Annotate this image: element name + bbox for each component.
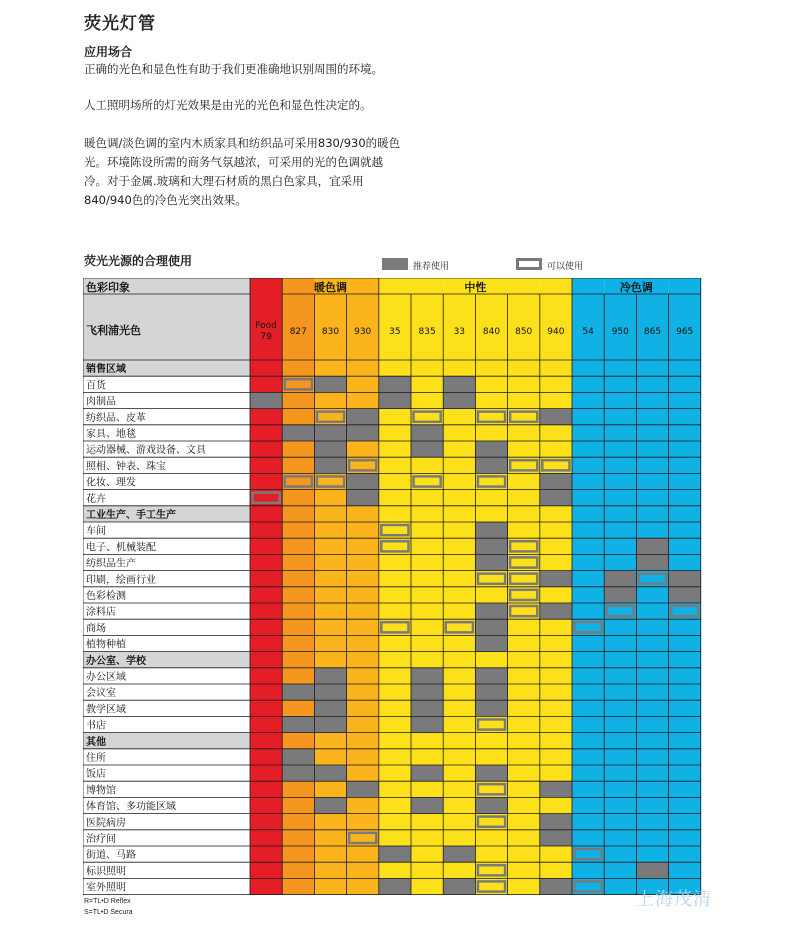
cell-recommended — [443, 846, 475, 862]
row-label: 室外照明 — [86, 882, 126, 894]
paragraph-2: 人工照明场所的灯光效果是由光的光色和显色性决定的。 — [84, 98, 372, 112]
paragraph-1: 正确的光色和显色性有助于我们更准确地识别周围的环境。 — [84, 62, 383, 76]
cell-recommended — [411, 441, 443, 457]
cell-recommended — [636, 538, 668, 554]
row-label: 纺织品生产 — [86, 558, 136, 570]
row-label: 植物种植 — [86, 639, 126, 651]
column-bg — [443, 278, 475, 895]
row-label: 街道、马路 — [86, 850, 136, 862]
cell-recommended — [411, 668, 443, 684]
cell-recommended — [540, 409, 572, 425]
cell-recommended — [475, 619, 507, 635]
column-bg — [508, 278, 540, 895]
cell-recommended — [669, 587, 701, 603]
cell-recommended — [475, 797, 507, 813]
row-label: 医院病房 — [86, 817, 126, 829]
cell-recommended — [475, 668, 507, 684]
row-label: 化妆、理发 — [86, 477, 136, 489]
cell-recommended — [604, 571, 636, 587]
column-bg — [636, 278, 668, 895]
cell-recommended — [411, 684, 443, 700]
cell-recommended — [443, 376, 475, 392]
row-label-bg — [83, 522, 250, 538]
row-label: 体育馆、多功能区域 — [86, 801, 176, 813]
header-philips-color: 飞利浦光色 — [86, 324, 141, 337]
row-label: 博物馆 — [86, 785, 116, 797]
cell-recommended — [475, 684, 507, 700]
column-header: 33 — [453, 327, 466, 337]
cell-recommended — [540, 830, 572, 846]
section-label: 工业生产、手工生产 — [86, 510, 176, 521]
food-header-bg — [250, 278, 282, 294]
column-bg — [347, 278, 379, 895]
column-bg — [282, 278, 314, 895]
row-label: 百货 — [86, 380, 106, 392]
cell-recommended — [347, 425, 379, 441]
section-label: 销售区域 — [86, 364, 126, 376]
cell-recommended — [347, 473, 379, 489]
row-label: 照相、钟表、珠宝 — [86, 461, 166, 473]
row-label: 会议室 — [86, 688, 116, 700]
row-label-bg — [83, 376, 250, 392]
row-label-bg — [83, 749, 250, 765]
cell-recommended — [411, 700, 443, 716]
row-label: 车间 — [86, 526, 106, 538]
cell-recommended — [669, 571, 701, 587]
cell-recommended — [314, 797, 346, 813]
cell-recommended — [475, 554, 507, 570]
group-header: 暖色调 — [314, 281, 347, 294]
row-label-bg — [83, 619, 250, 635]
cell-recommended — [636, 554, 668, 570]
cell-recommended — [411, 716, 443, 732]
cell-recommended — [540, 603, 572, 619]
cell-recommended — [379, 376, 411, 392]
cell-recommended — [282, 425, 314, 441]
column-header: 930 — [354, 327, 372, 337]
cell-recommended — [475, 441, 507, 457]
cell-recommended — [540, 878, 572, 894]
row-label: 运动器械、游戏设备、文具 — [86, 445, 206, 457]
row-label: 商场 — [86, 623, 106, 635]
cell-recommended — [379, 392, 411, 408]
cell-recommended — [475, 457, 507, 473]
group-header: 中性 — [464, 281, 487, 294]
column-header: 835 — [418, 327, 436, 337]
cell-recommended — [314, 425, 346, 441]
cell-recommended — [411, 765, 443, 781]
row-label-bg — [83, 716, 250, 732]
row-label: 治疗间 — [86, 834, 116, 845]
cell-recommended — [475, 603, 507, 619]
cell-recommended — [443, 392, 475, 408]
group-header: 冷色调 — [619, 281, 653, 294]
row-label: 标识照明 — [86, 866, 126, 878]
cell-recommended — [314, 457, 346, 473]
column-header: 35 — [389, 327, 401, 337]
row-label: 书店 — [86, 720, 106, 732]
cell-recommended — [282, 716, 314, 732]
cell-recommended — [379, 878, 411, 894]
cell-recommended — [540, 571, 572, 587]
cell-recommended — [411, 425, 443, 441]
legend-recommended-label: 推荐使用 — [413, 262, 450, 272]
cell-recommended — [540, 781, 572, 797]
column-header: 840 — [482, 327, 501, 337]
paragraph-3: 暖色调/淡色调的室内木质家具和纺织品可采用830/930的暖色光。环境陈设所需的商务气氛越浓，可采用的光的色调就越冷。对于金属.玻璃和大理石材质的黑白色家具，宜采用840/940色的冷色光突出效果。 — [84, 136, 401, 207]
footnote-secura: S=TL•D Secura — [84, 909, 133, 916]
column-header: 830 — [321, 327, 340, 337]
legend-usable-swatch — [516, 258, 542, 270]
cell-recommended — [540, 473, 572, 489]
chart-title: 荧光光源的合理使用 — [84, 254, 193, 268]
cell-recommended — [314, 700, 346, 716]
cell-recommended — [314, 376, 346, 392]
cell-recommended — [636, 862, 668, 878]
cell-recommended — [282, 749, 314, 765]
cell-recommended — [411, 797, 443, 813]
cell-recommended — [540, 490, 572, 506]
header-color-impression: 色彩印象 — [86, 281, 130, 294]
cell-recommended — [443, 878, 475, 894]
row-label-bg — [83, 490, 250, 506]
row-label: 花卉 — [86, 493, 106, 505]
column-header: Food — [255, 321, 277, 331]
row-label: 住所 — [86, 753, 106, 764]
column-bg — [250, 278, 282, 895]
cell-recommended — [347, 409, 379, 425]
row-label: 纺织品、皮革 — [86, 412, 146, 424]
section-label: 办公室、学校 — [86, 655, 146, 667]
cell-recommended — [282, 765, 314, 781]
legend-usable-label: 可以使用 — [547, 262, 584, 272]
column-header: 950 — [611, 327, 629, 337]
section-subtitle: 应用场合 — [84, 45, 133, 59]
cell-recommended — [475, 522, 507, 538]
cell-recommended — [314, 765, 346, 781]
row-label: 涂料店 — [86, 607, 116, 619]
footnote-reflex: R=TL•D Reflex — [84, 898, 131, 905]
legend-recommended-swatch — [382, 258, 408, 270]
watermark: 上海茂清 — [636, 889, 712, 910]
cell-recommended — [314, 668, 346, 684]
cell-recommended — [282, 684, 314, 700]
cell-recommended — [347, 781, 379, 797]
section-label: 其他 — [86, 736, 106, 748]
cell-recommended — [475, 765, 507, 781]
row-label: 印刷，绘画行业 — [86, 574, 156, 586]
cell-recommended — [314, 684, 346, 700]
light-usage-table — [83, 278, 708, 900]
cell-recommended — [314, 716, 346, 732]
column-bg — [572, 278, 604, 895]
column-header: 827 — [289, 327, 307, 337]
column-header: 54 — [582, 327, 594, 337]
cell-recommended — [250, 392, 282, 408]
row-label: 电子、机械装配 — [86, 542, 156, 554]
column-header: 940 — [547, 327, 565, 337]
section-row-bg — [83, 733, 250, 749]
cell-recommended — [475, 700, 507, 716]
row-label: 肉制品 — [86, 396, 116, 408]
column-header: 850 — [515, 327, 533, 337]
page-title: 荧光灯管 — [84, 14, 156, 34]
column-header: 865 — [643, 327, 662, 337]
cell-recommended — [604, 587, 636, 603]
row-label: 饭店 — [86, 769, 106, 781]
cell-recommended — [314, 441, 346, 457]
column-header: 79 — [260, 332, 272, 342]
column-header: 965 — [676, 327, 694, 337]
row-label: 家具、地毯 — [86, 429, 136, 440]
cell-recommended — [475, 538, 507, 554]
cell-recommended — [379, 846, 411, 862]
cell-recommended — [347, 490, 379, 506]
light-usage-table-svg — [83, 278, 708, 896]
row-label-bg — [83, 765, 250, 781]
column-bg — [379, 278, 411, 895]
cell-recommended — [540, 814, 572, 830]
row-label: 办公区域 — [86, 672, 126, 683]
row-label: 色彩检测 — [86, 591, 126, 602]
row-label: 教学区域 — [86, 704, 126, 716]
